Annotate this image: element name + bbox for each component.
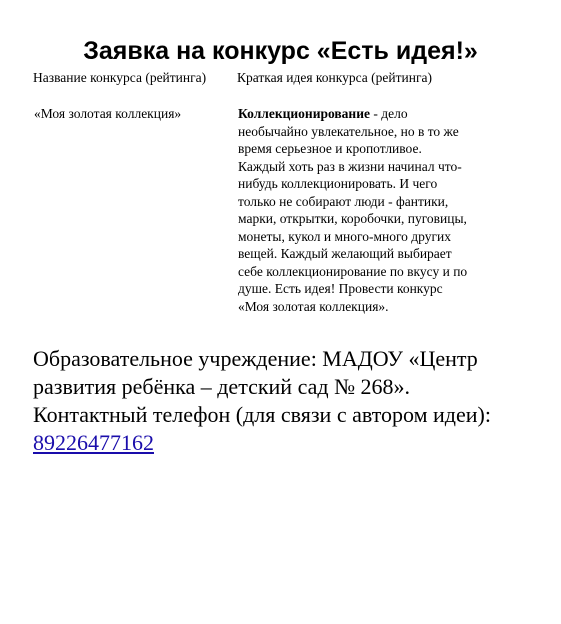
institution-line: развития ребёнка – детский сад № 268». (33, 374, 411, 399)
column-header-contest-name: Название конкурса (рейтинга) (33, 70, 207, 85)
idea-line: марки, открытки, коробочки, пуговицы, (238, 211, 467, 226)
idea-first-line (238, 105, 520, 123)
idea-line: нибудь коллекционировать. И чего (238, 176, 438, 191)
phone-line (33, 429, 553, 457)
phone-link[interactable]: 89226477162 (33, 430, 154, 455)
idea-line: Каждый хоть раз в жизни начинал что- (238, 158, 462, 174)
idea-line: - дело (369, 106, 408, 121)
idea-line: вещей. Каждый желающий выбирает (238, 246, 452, 261)
institution-line: Образовательное учреждение: МАДОУ «Центр (33, 346, 478, 371)
contest-name-cell: «Моя золотая коллекция» (34, 106, 182, 121)
idea-line: время серьезное и кропотливое. (238, 141, 422, 156)
phone-label: Контактный телефон (для связи с автором идеи): (33, 402, 491, 427)
idea-line: только не собирают люди - фантики, (238, 193, 449, 209)
column-header-contest-idea: Краткая идея конкурса (рейтинга) (237, 70, 432, 85)
idea-bold-term: Коллекционирование (238, 106, 370, 121)
idea-line: монеты, кукол и много-много других (238, 228, 452, 244)
contact-info (33, 345, 553, 457)
page-title: Заявка на конкурс «Есть идея!» (83, 37, 478, 65)
idea-line: душе. Есть идея! Провести конкурс (238, 281, 443, 296)
idea-line: необычайно увлекательное, но в то же (238, 123, 459, 139)
idea-line: себе коллекционирование по вкусу и по (238, 263, 468, 279)
contest-idea-cell (238, 105, 520, 315)
idea-line: «Моя золотая коллекция». (238, 298, 389, 314)
